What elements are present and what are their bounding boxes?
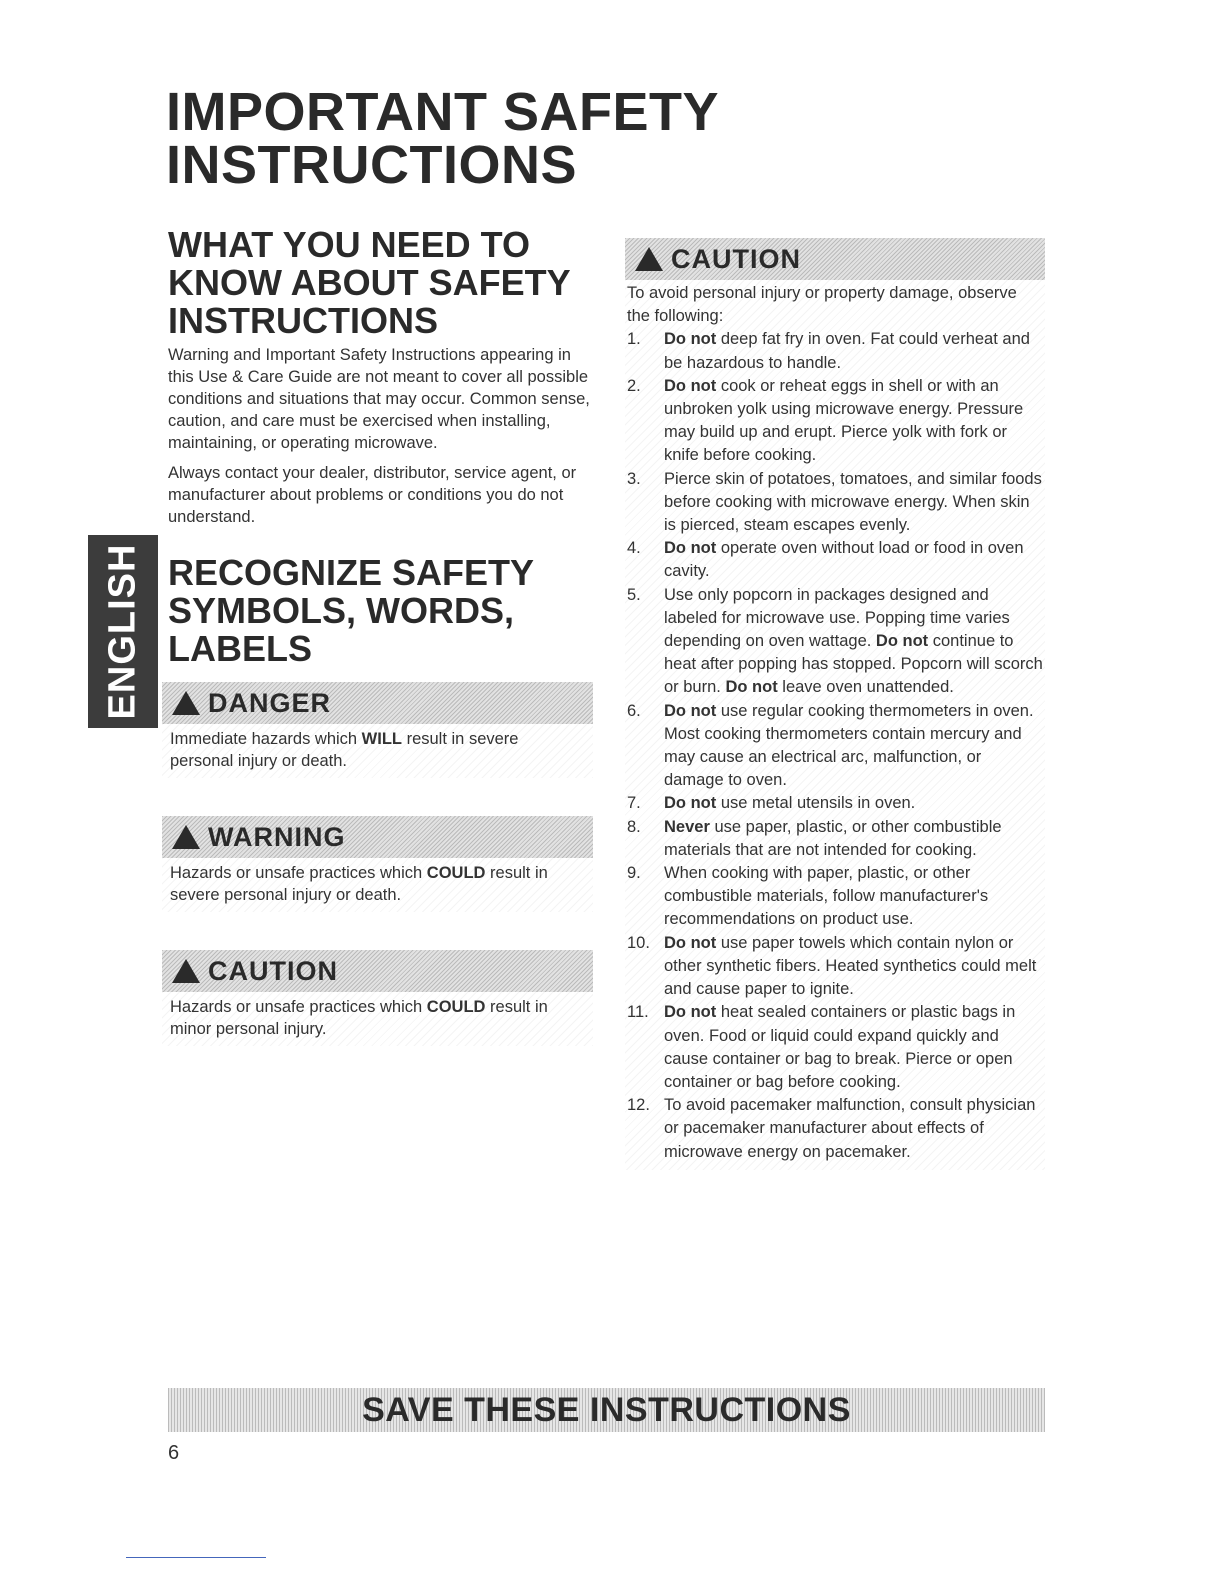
caution-item — [627, 862, 1043, 932]
item-number: 2. — [627, 376, 641, 395]
caution-item — [627, 584, 1043, 700]
item-number: 3. — [627, 469, 641, 488]
caution-header — [625, 238, 1045, 280]
item-text — [664, 862, 1043, 932]
emphasis: Do not — [725, 678, 778, 697]
item-number: 10. — [627, 933, 650, 952]
caution-item — [627, 1094, 1043, 1164]
heading-line: LABELS — [168, 628, 312, 669]
text: cook or reheat eggs in shell or with an unbroken yolk using microwave energy. Pressure may build up and erupt. Pierce yolk with fork or knife before cooking. — [664, 376, 1024, 465]
caution-item — [627, 1001, 1043, 1094]
text: use regular cooking thermometers in oven. Most cooking thermometers contain mercury and may cause an electrical arc, malfunction, or damage to oven. — [664, 701, 1034, 790]
item-text — [664, 816, 1043, 862]
intro-paragraph: Warning and Important Safety Instructions appearing in this Use & Care Guide are not meant to cover all possible conditions and situations that may occur. Common sense, caution, and care must be exercised when installing, maintaining, or operating microwave. — [168, 346, 590, 452]
emphasis: Do not — [664, 376, 717, 395]
caution-item — [627, 468, 1043, 538]
emphasis: WILL — [361, 730, 402, 748]
text: When cooking with paper, plastic, or other combustible materials, follow manufacturer's recommendations on product use. — [664, 864, 989, 929]
item-text — [664, 328, 1043, 374]
emphasis: Do not — [875, 632, 929, 651]
text: result in severe personal injury or death. — [170, 730, 519, 770]
caution-item — [627, 700, 1043, 793]
caution-item — [627, 932, 1043, 1002]
contact-paragraph: Always contact your dealer, distributor, service agent, or manufacturer about problems or conditions you do not understand. — [168, 464, 577, 526]
text: use metal utensils in oven. — [716, 794, 916, 813]
item-number: 6. — [627, 701, 641, 720]
emphasis: Never — [664, 817, 710, 836]
item-number: 9. — [627, 864, 641, 883]
page-number: 6 — [168, 1442, 180, 1464]
item-number: 7. — [627, 794, 641, 813]
signal-label: DANGER — [208, 687, 332, 718]
caution-item — [627, 792, 1043, 815]
heading-line: SYMBOLS, WORDS, — [168, 590, 515, 631]
text: Hazards or unsafe practices which — [170, 864, 427, 882]
text: use paper, plastic, or other combustible materials that are not intended for cooking. — [664, 817, 1002, 859]
save-instructions-banner — [168, 1388, 1045, 1432]
text: Immediate hazards which — [170, 730, 362, 748]
banner-text: SAVE THESE INSTRUCTIONS — [362, 1390, 851, 1429]
emphasis: COULD — [426, 864, 486, 882]
warning-triangle-icon — [172, 825, 200, 849]
text: continue to heat after popping has stopped. Popcorn will scorch or burn. — [664, 632, 1043, 697]
caution-item — [627, 328, 1043, 374]
caution-label: CAUTION — [671, 243, 801, 274]
item-text — [664, 375, 1043, 468]
text: deep fat fry in oven. Fat could verheat and be hazardous to handle. — [664, 330, 1030, 372]
emphasis: Do not — [664, 933, 717, 952]
text: heat sealed containers or plastic bags in oven. Food or liquid could expand quickly and cause container or bag to break. Pierce or open container or bag before cooking. — [664, 1003, 1016, 1091]
caution-body — [625, 280, 1045, 1170]
item-number: 1. — [627, 330, 641, 349]
signal-description — [162, 858, 593, 912]
text: result in minor personal injury. — [170, 998, 548, 1038]
warning-bar — [162, 816, 593, 858]
signal-label: WARNING — [208, 821, 346, 852]
heading-line: INSTRUCTIONS — [168, 300, 438, 341]
section-heading-recognize — [168, 554, 593, 668]
signal-description — [162, 992, 593, 1046]
item-number: 8. — [627, 817, 641, 836]
item-number: 12. — [627, 1096, 650, 1115]
item-number: 4. — [627, 539, 641, 558]
language-tab — [88, 535, 158, 728]
item-text — [664, 537, 1043, 583]
emphasis: Do not — [664, 794, 717, 813]
caution-bar — [162, 950, 593, 992]
item-text — [664, 792, 915, 815]
caution-item — [627, 375, 1043, 468]
text: Pierce skin of potatoes, tomatoes, and similar foods before cooking with microwave energy. When skin is pierced, steam escapes evenly. — [664, 469, 1042, 535]
emphasis: Do not — [664, 1003, 717, 1022]
emphasis: Do not — [664, 701, 717, 720]
item-text — [664, 584, 1043, 700]
caution-item — [627, 537, 1043, 583]
signal-word-danger — [162, 682, 593, 778]
warning-triangle-icon — [635, 247, 663, 271]
emphasis: Do not — [664, 330, 717, 349]
warning-triangle-icon — [172, 691, 200, 715]
heading-line: KNOW ABOUT SAFETY — [168, 262, 571, 303]
caution-intro: To avoid personal injury or property damage, observe the following: — [627, 284, 1017, 326]
text: To avoid pacemaker malfunction, consult physician or pacemaker manufacturer about effects of microwave energy on pacemaker. — [664, 1096, 1036, 1161]
footer-rule — [126, 1557, 266, 1558]
warning-triangle-icon — [172, 959, 200, 983]
item-text — [664, 932, 1043, 1002]
text: operate oven without load or food in oven cavity. — [664, 539, 1024, 581]
heading-line: RECOGNIZE SAFETY — [168, 552, 535, 593]
text: Use only popcorn in packages designed and labeled for microwave use. Popping time varies depending on oven wattage. — [664, 585, 1010, 651]
item-text — [664, 700, 1043, 793]
signal-word-warning — [162, 816, 593, 912]
text: Hazards or unsafe practices which — [170, 998, 427, 1016]
caution-item — [627, 816, 1043, 862]
left-column — [168, 226, 593, 1046]
title-line: INSTRUCTIONS — [166, 135, 577, 195]
language-tab-label: ENGLISH — [101, 543, 144, 720]
heading-line: WHAT YOU NEED TO — [168, 224, 531, 265]
emphasis: COULD — [426, 998, 486, 1016]
caution-list — [627, 328, 1043, 1163]
signal-description — [162, 724, 593, 778]
signal-label: CAUTION — [208, 955, 338, 986]
text: result in severe personal injury or death. — [170, 864, 548, 904]
page-title — [166, 82, 719, 195]
signal-word-caution — [162, 950, 593, 1046]
item-text — [664, 1094, 1043, 1164]
text: use paper towels which contain nylon or other synthetic fibers. Heated synthetics could melt and cause paper to ignite. — [664, 933, 1037, 999]
danger-bar — [162, 682, 593, 724]
item-number: 11. — [627, 1003, 649, 1022]
title-line: IMPORTANT SAFETY — [166, 82, 719, 142]
text: leave oven unattended. — [777, 678, 954, 697]
item-number: 5. — [627, 585, 641, 604]
item-text — [664, 1001, 1043, 1094]
emphasis: Do not — [664, 539, 717, 558]
caution-box — [625, 238, 1045, 1170]
item-text — [664, 468, 1043, 538]
section-heading-what-you-need — [168, 226, 593, 340]
